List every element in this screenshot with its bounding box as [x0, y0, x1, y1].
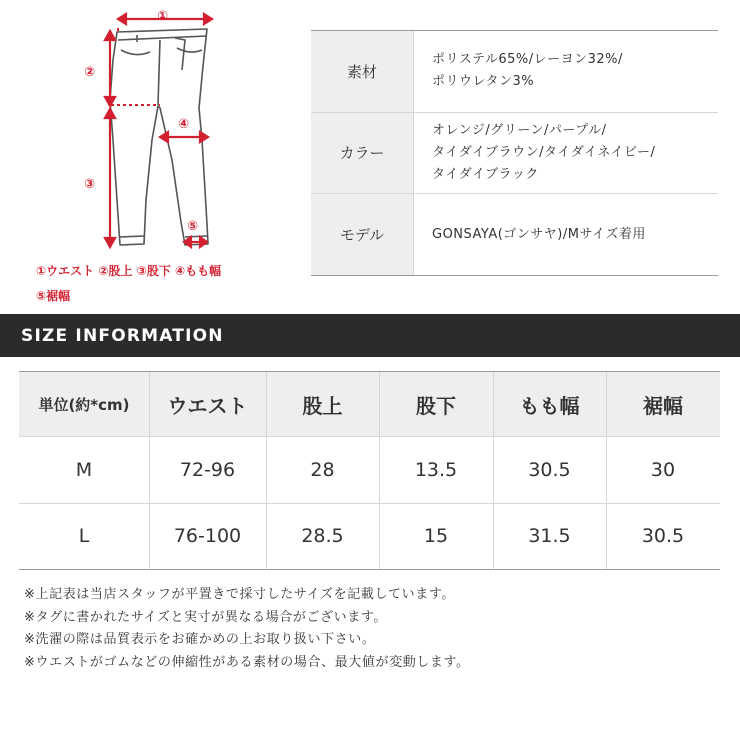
spec-divider	[311, 30, 718, 31]
table-divider	[19, 503, 720, 504]
header-unit: 単位(約*cm)	[38, 395, 130, 414]
header-inseam: 股下	[416, 393, 456, 418]
note-line: ※ウエストがゴムなどの伸縮性がある素材の場合、最大値が変動します。	[24, 654, 470, 670]
spec-value-line: オレンジ/グリーン/パープル/	[432, 122, 607, 138]
row-l-hem: 30.5	[641, 525, 685, 547]
spec-value-line: ポリウレタン3%	[432, 74, 535, 89]
spec-divider	[311, 112, 718, 113]
header-hem: 裾幅	[643, 393, 683, 418]
spec-value-line: ポリステル65%/レーヨン32%/	[432, 52, 623, 67]
marker-5: ⑤	[187, 219, 199, 234]
spec-label-color: カラー	[311, 112, 413, 193]
table-divider	[379, 372, 380, 569]
table-divider	[493, 372, 494, 569]
hem-arrow	[184, 237, 207, 247]
spec-label-material: 素材	[311, 30, 413, 112]
row-m-waist: 72-96	[179, 458, 236, 481]
spec-value-line: タイダイブラック	[432, 166, 539, 182]
header-rise: 股上	[302, 393, 343, 418]
row-l-size: L	[78, 525, 90, 547]
header-thigh: もも幅	[519, 393, 580, 418]
thigh-arrow	[160, 132, 208, 142]
spec-value-material	[432, 30, 718, 112]
spec-divider	[311, 275, 718, 276]
spec-row-color	[311, 112, 718, 193]
table-divider	[149, 372, 150, 569]
notes	[24, 584, 724, 674]
marker-2: ②	[84, 65, 96, 80]
spec-label-model: モデル	[311, 193, 413, 276]
row-m-thigh: 30.5	[528, 458, 571, 481]
row-l-waist: 76-100	[173, 525, 242, 547]
diagram-legend-line-1: ①ウエスト ②股上 ③股下 ④もも幅	[36, 264, 222, 278]
size-table	[19, 371, 720, 570]
spec-value-line: タイダイブラウン/タイダイネイビー/	[432, 144, 656, 160]
note-line: ※タグに書かれたサイズと実寸が異なる場合がございます。	[24, 609, 388, 625]
marker-3: ③	[84, 177, 96, 192]
pants-measurement-diagram	[0, 0, 300, 310]
note-line: ※洗濯の際は品質表示をお確かめの上お取り扱い下さい。	[24, 632, 376, 647]
row-m-hem: 30	[650, 458, 676, 481]
marker-1: ①	[157, 9, 169, 24]
spec-value-model	[432, 193, 718, 276]
rise-arrow	[105, 31, 115, 106]
marker-4: ④	[178, 117, 190, 132]
spec-row-material	[311, 30, 718, 112]
inseam-arrow	[105, 109, 115, 247]
row-l-thigh: 31.5	[528, 525, 571, 547]
header-waist: ウエスト	[167, 393, 248, 418]
product-spec-table	[311, 30, 718, 276]
table-divider	[19, 436, 720, 437]
note-line: ※上記表は当店スタッフが平置きで採寸したサイズを記載しています。	[24, 587, 456, 602]
row-l-inseam: 15	[423, 525, 449, 547]
diagram-legend-line-2: ⑤裾幅	[36, 289, 71, 303]
row-m-inseam: 13.5	[414, 458, 458, 481]
row-m-size: M	[75, 458, 93, 481]
table-divider	[606, 372, 607, 569]
table-divider	[266, 372, 267, 569]
spec-value-line: GONSAYA(ゴンサヤ)/Mサイズ着用	[432, 226, 646, 242]
spec-value-color	[432, 112, 718, 193]
spec-row-model	[311, 193, 718, 276]
spec-divider	[311, 193, 718, 194]
size-information-header: SIZE INFORMATION	[0, 314, 740, 357]
row-m-rise: 28	[310, 458, 335, 481]
row-l-rise: 28.5	[301, 525, 344, 547]
